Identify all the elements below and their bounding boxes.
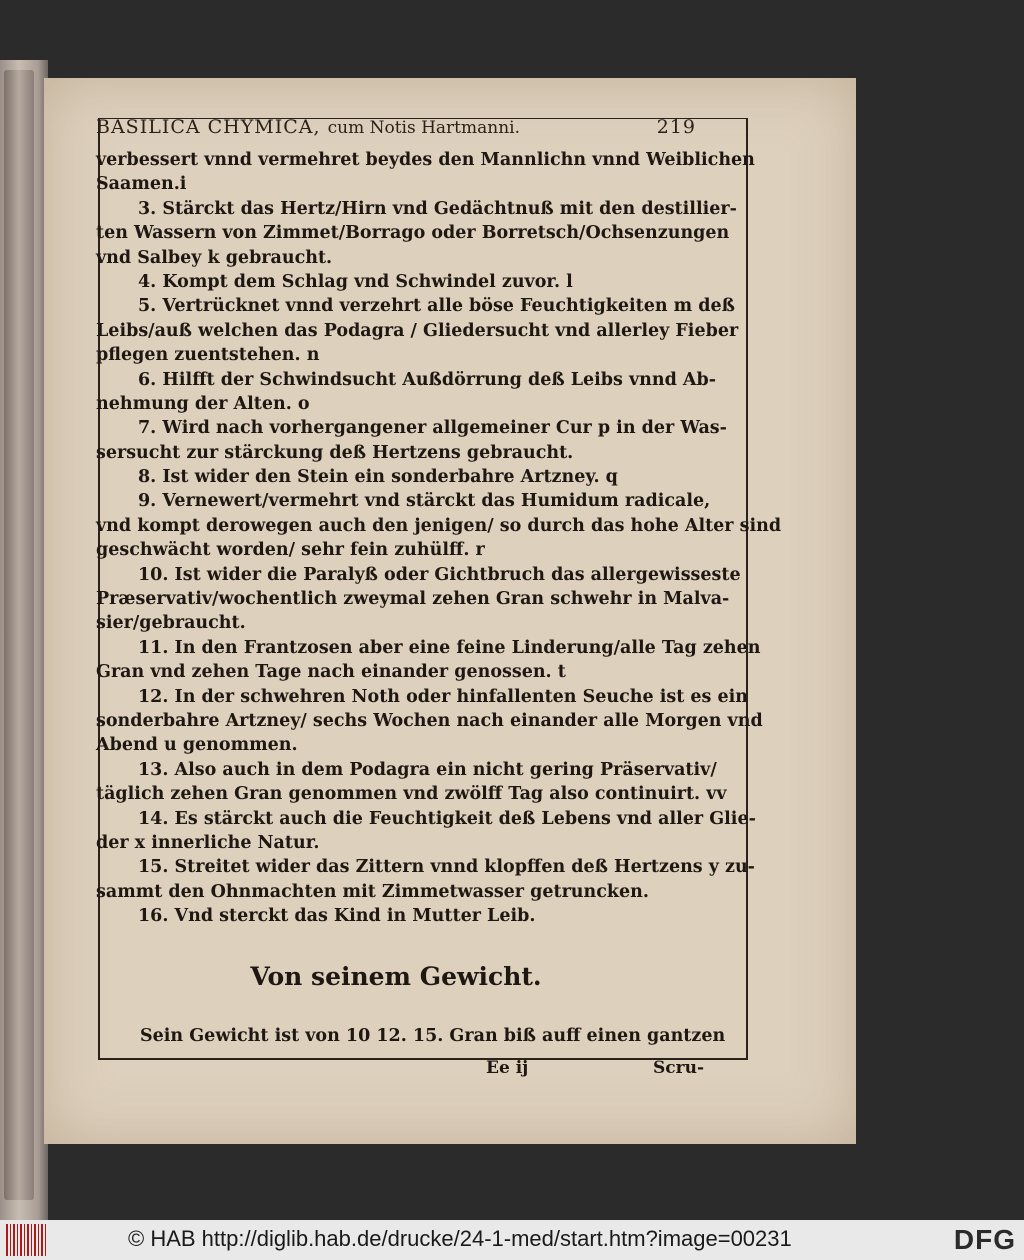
book-edge bbox=[0, 60, 48, 1220]
catch-line bbox=[96, 1058, 704, 1082]
text-line: 5. Vertrücknet vnnd verzehrt alle böse Feuchtigkeiten m deß bbox=[138, 296, 735, 317]
text-line: Leibs/auß welchen das Podagra / Gliedersucht vnd allerley Fieber bbox=[96, 320, 739, 341]
text-line: der x innerliche Natur. bbox=[96, 832, 320, 853]
text-line: vnd Salbey k gebraucht. bbox=[96, 247, 333, 268]
text-line: nehmung der Alten. o bbox=[96, 393, 310, 414]
section-heading: Von seinem Gewicht. bbox=[250, 962, 542, 991]
signature-mark: Ee ij bbox=[486, 1058, 529, 1078]
running-title bbox=[96, 116, 520, 138]
text-line: Saamen.i bbox=[96, 174, 187, 195]
text-line: Sein Gewicht ist von 10 12. 15. Gran biß auff einen gantzen bbox=[140, 1026, 726, 1046]
text-line: 11. In den Frantzosen aber eine feine Linderung/alle Tag zehen bbox=[138, 637, 761, 658]
text-line: sonderbahre Artzney/ sechs Wochen nach einander alle Morgen vnd bbox=[96, 710, 763, 731]
text-line: 8. Ist wider den Stein ein sonderbahre Artzney. q bbox=[138, 467, 618, 488]
text-line: sier/gebraucht. bbox=[96, 613, 246, 634]
running-title-main: BASILICA CHYMICA, bbox=[96, 116, 321, 138]
text-line: 10. Ist wider die Paralyß oder Gichtbruch das allergewisseste bbox=[138, 564, 741, 585]
dfg-logo: DFG bbox=[953, 1224, 1016, 1255]
barcode-icon bbox=[6, 1224, 46, 1256]
text-line: 15. Streitet wider das Zittern vnnd klopffen deß Hertzens y zu- bbox=[138, 857, 755, 878]
text-line: Gran vnd zehen Tage nach einander genossen. t bbox=[96, 662, 566, 683]
text-line: 3. Stärckt das Hertz/Hirn vnd Gedächtnuß mit den destillier- bbox=[138, 198, 737, 219]
text-line: 7. Wird nach vorhergangener allgemeiner Cur p in der Was- bbox=[138, 418, 727, 439]
text-line: geschwächt worden/ sehr fein zuhülff. r bbox=[96, 540, 485, 561]
text-line: ten Wassern von Zimmet/Borrago oder Borretsch/Ochsenzungen bbox=[96, 223, 730, 244]
text-line: 13. Also auch in dem Podagra ein nicht gering Präservativ/ bbox=[138, 759, 717, 780]
running-title-sub: cum Notis Hartmanni. bbox=[327, 118, 521, 138]
text-line: 16. Vnd sterckt das Kind in Mutter Leib. bbox=[138, 906, 536, 927]
text-line: 14. Es stärckt auch die Feuchtigkeit deß Lebens vnd aller Glie- bbox=[138, 808, 756, 829]
text-line: sammt den Ohnmachten mit Zimmetwasser getruncken. bbox=[96, 881, 649, 902]
book-spine bbox=[4, 70, 34, 1200]
copyright-link[interactable]: © HAB http://diglib.hab.de/drucke/24-1-med/start.htm?image=00231 bbox=[128, 1226, 792, 1251]
text-line: Præservativ/wochentlich zweymal zehen Gran schwehr in Malva- bbox=[96, 589, 730, 610]
text-line: 12. In der schwehren Noth oder hinfallenten Seuche ist es ein bbox=[138, 686, 748, 707]
text-line: Abend u genommen. bbox=[96, 735, 298, 756]
body-text bbox=[96, 148, 782, 929]
text-line: 6. Hilfft der Schwindsucht Außdörrung deß Leibs vnnd Ab- bbox=[138, 369, 717, 390]
text-line: 9. Vernewert/vermehrt vnd stärckt das Humidum radicale, bbox=[138, 491, 711, 512]
text-line: täglich zehen Gran genommen vnd zwölff Tag also continuirt. vv bbox=[96, 784, 727, 805]
viewer-footer bbox=[0, 1220, 1024, 1260]
text-line: verbessert vnnd vermehret beydes den Mannlichn vnnd Weiblichen bbox=[96, 150, 755, 170]
text-line: pflegen zuentstehen. n bbox=[96, 345, 320, 366]
running-head bbox=[90, 116, 696, 142]
text-line: sersucht zur stärckung deß Hertzens gebraucht. bbox=[96, 442, 574, 463]
text-line: 4. Kompt dem Schlag vnd Schwindel zuvor. l bbox=[138, 271, 573, 292]
text-line: vnd kompt derowegen auch den jenigen/ so durch das hohe Alter sind bbox=[96, 515, 782, 536]
catchword: Scru- bbox=[653, 1058, 704, 1078]
page-number: 219 bbox=[656, 116, 696, 138]
